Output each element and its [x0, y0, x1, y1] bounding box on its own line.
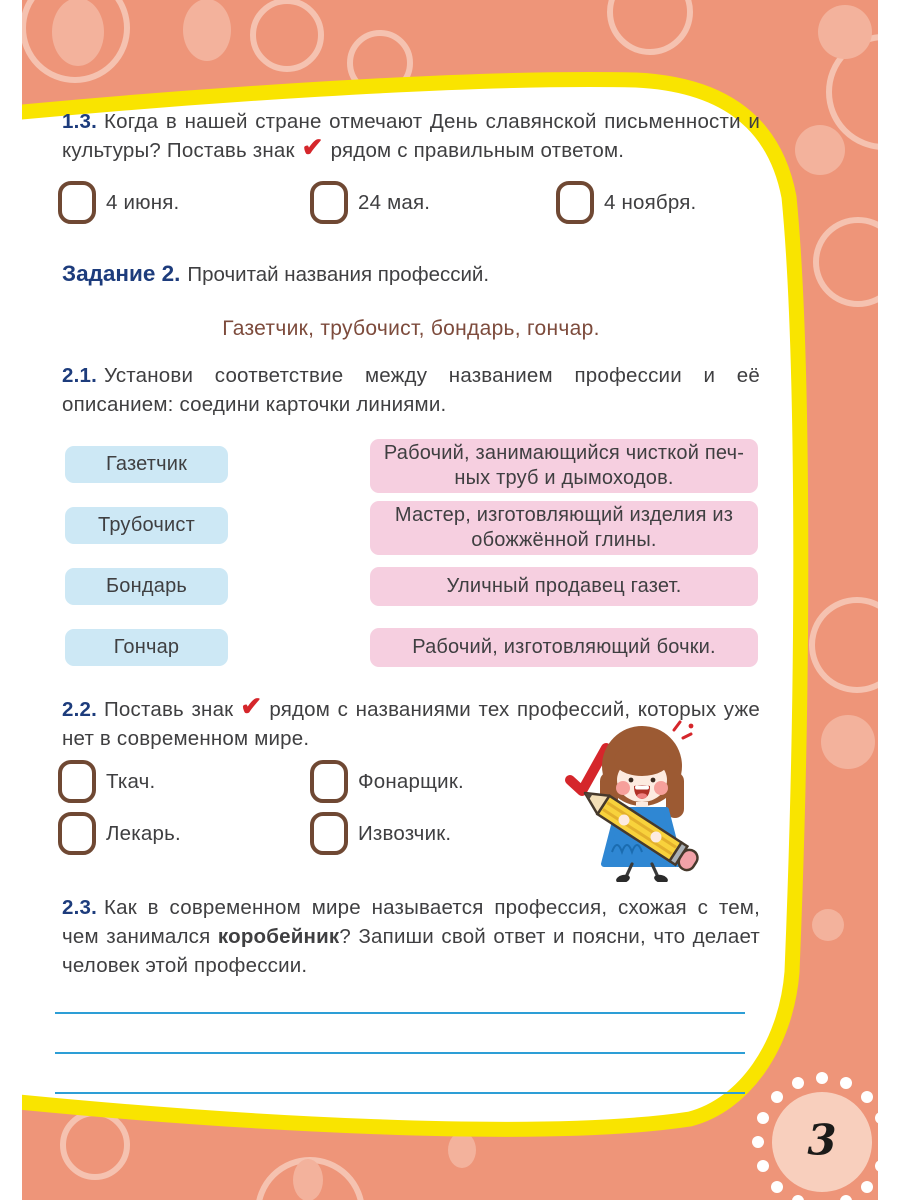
hand-left	[619, 815, 630, 826]
cheek-right	[654, 781, 668, 795]
profession-card-gonchar[interactable]: Гончар	[65, 629, 228, 666]
answer-option-tkach	[58, 760, 155, 803]
answer-option-lekar	[58, 812, 181, 855]
task-1-3-text	[62, 107, 760, 165]
girl-with-pencil-illustration	[546, 714, 726, 882]
checkbox-may24[interactable]	[310, 181, 348, 224]
task-2-2-number: 2.2.	[62, 698, 97, 721]
checkbox-june4[interactable]	[58, 181, 96, 224]
checkbox-fonarshchik[interactable]	[310, 760, 348, 803]
answer-option-izvozchik	[310, 812, 451, 855]
task-1-3-number: 1.3.	[62, 110, 97, 133]
option-label: Лекарь.	[106, 821, 181, 845]
cheek-left	[616, 781, 630, 795]
page-number: 3	[807, 1115, 837, 1165]
option-label: Извозчик.	[358, 821, 452, 845]
task-2-title: Задание 2.	[62, 261, 181, 286]
checkbox-nov4[interactable]	[556, 181, 594, 224]
checkbox-tkach[interactable]	[58, 760, 96, 803]
description-card-barrels[interactable]: Рабочий, изготовляющий бочки.	[370, 628, 758, 667]
red-check-icon: ✔	[240, 691, 263, 721]
option-label: 24 мая.	[358, 190, 431, 214]
answer-option-may24	[310, 181, 430, 224]
profession-card-bondar[interactable]: Бондарь	[65, 568, 228, 605]
sparkle-accents	[674, 722, 691, 738]
task-2-intro: Прочитай названия профессий.	[187, 263, 490, 286]
answer-line-3[interactable]	[55, 1092, 745, 1094]
option-label: 4 ноября.	[604, 190, 697, 214]
eye-left	[629, 778, 634, 783]
teeth	[635, 786, 649, 790]
task-2-1-number: 2.1.	[62, 364, 97, 387]
eye-right	[651, 778, 656, 783]
task-2-2-before: Поставь знак	[104, 698, 234, 721]
task-2-3-text	[62, 893, 760, 980]
answer-option-nov4	[556, 181, 696, 224]
option-label: 4 июня.	[106, 190, 180, 214]
task-1-3-question: Когда в нашей стране отмечают День славянской письменности и культуры? Поставь знак	[62, 110, 760, 162]
option-label: Фонарщик.	[358, 769, 464, 793]
task-2-2-after: рядом с названиями тех профессий, которых уже нет в современном мире.	[62, 698, 761, 750]
task-2-3-part2: ? Запиши свой ответ и поясни, что делает человек этой профессии.	[62, 925, 761, 977]
checkbox-izvozchik[interactable]	[310, 812, 348, 855]
answer-option-fonarshchik	[310, 760, 464, 803]
checkbox-lekar[interactable]	[58, 812, 96, 855]
option-label: Ткач.	[106, 769, 156, 793]
description-card-clay[interactable]: Мастер, изготовляющий изделия из обожжённой глины.	[370, 501, 758, 555]
task-2-1-instruction: Установи соответствие между названием профессии и её описанием: соедини карточки линиями.	[62, 364, 760, 416]
answer-option-june4	[58, 181, 179, 224]
answer-line-2[interactable]	[55, 1052, 745, 1054]
answer-line-1[interactable]	[55, 1012, 745, 1014]
task-2-3-part1: Как в современном мире называется профессия, схожая с тем, чем занимался	[62, 896, 760, 948]
task-2-1-text	[62, 361, 760, 419]
hand-right	[651, 832, 662, 843]
profession-card-trubochist[interactable]: Трубочист	[65, 507, 228, 544]
tongue	[637, 793, 647, 799]
task-2-3-number: 2.3.	[62, 896, 97, 919]
bangs	[614, 744, 670, 776]
task-2-heading	[62, 261, 489, 287]
task-1-3-instruction: рядом с правильным ответом.	[330, 139, 625, 162]
red-check-icon: ✔	[301, 132, 324, 162]
description-card-newspapers[interactable]: Уличный продавец газет.	[370, 567, 758, 606]
task-2-3-bold-word: коробейник	[217, 925, 340, 948]
profession-card-gazetchik[interactable]: Газетчик	[65, 446, 228, 483]
description-card-chimney[interactable]: Рабочий, занимающийся чисткой печ- ных труб и дымоходов.	[370, 439, 758, 493]
professions-line: Газетчик, трубочист, бондарь, гончар.	[222, 317, 600, 340]
